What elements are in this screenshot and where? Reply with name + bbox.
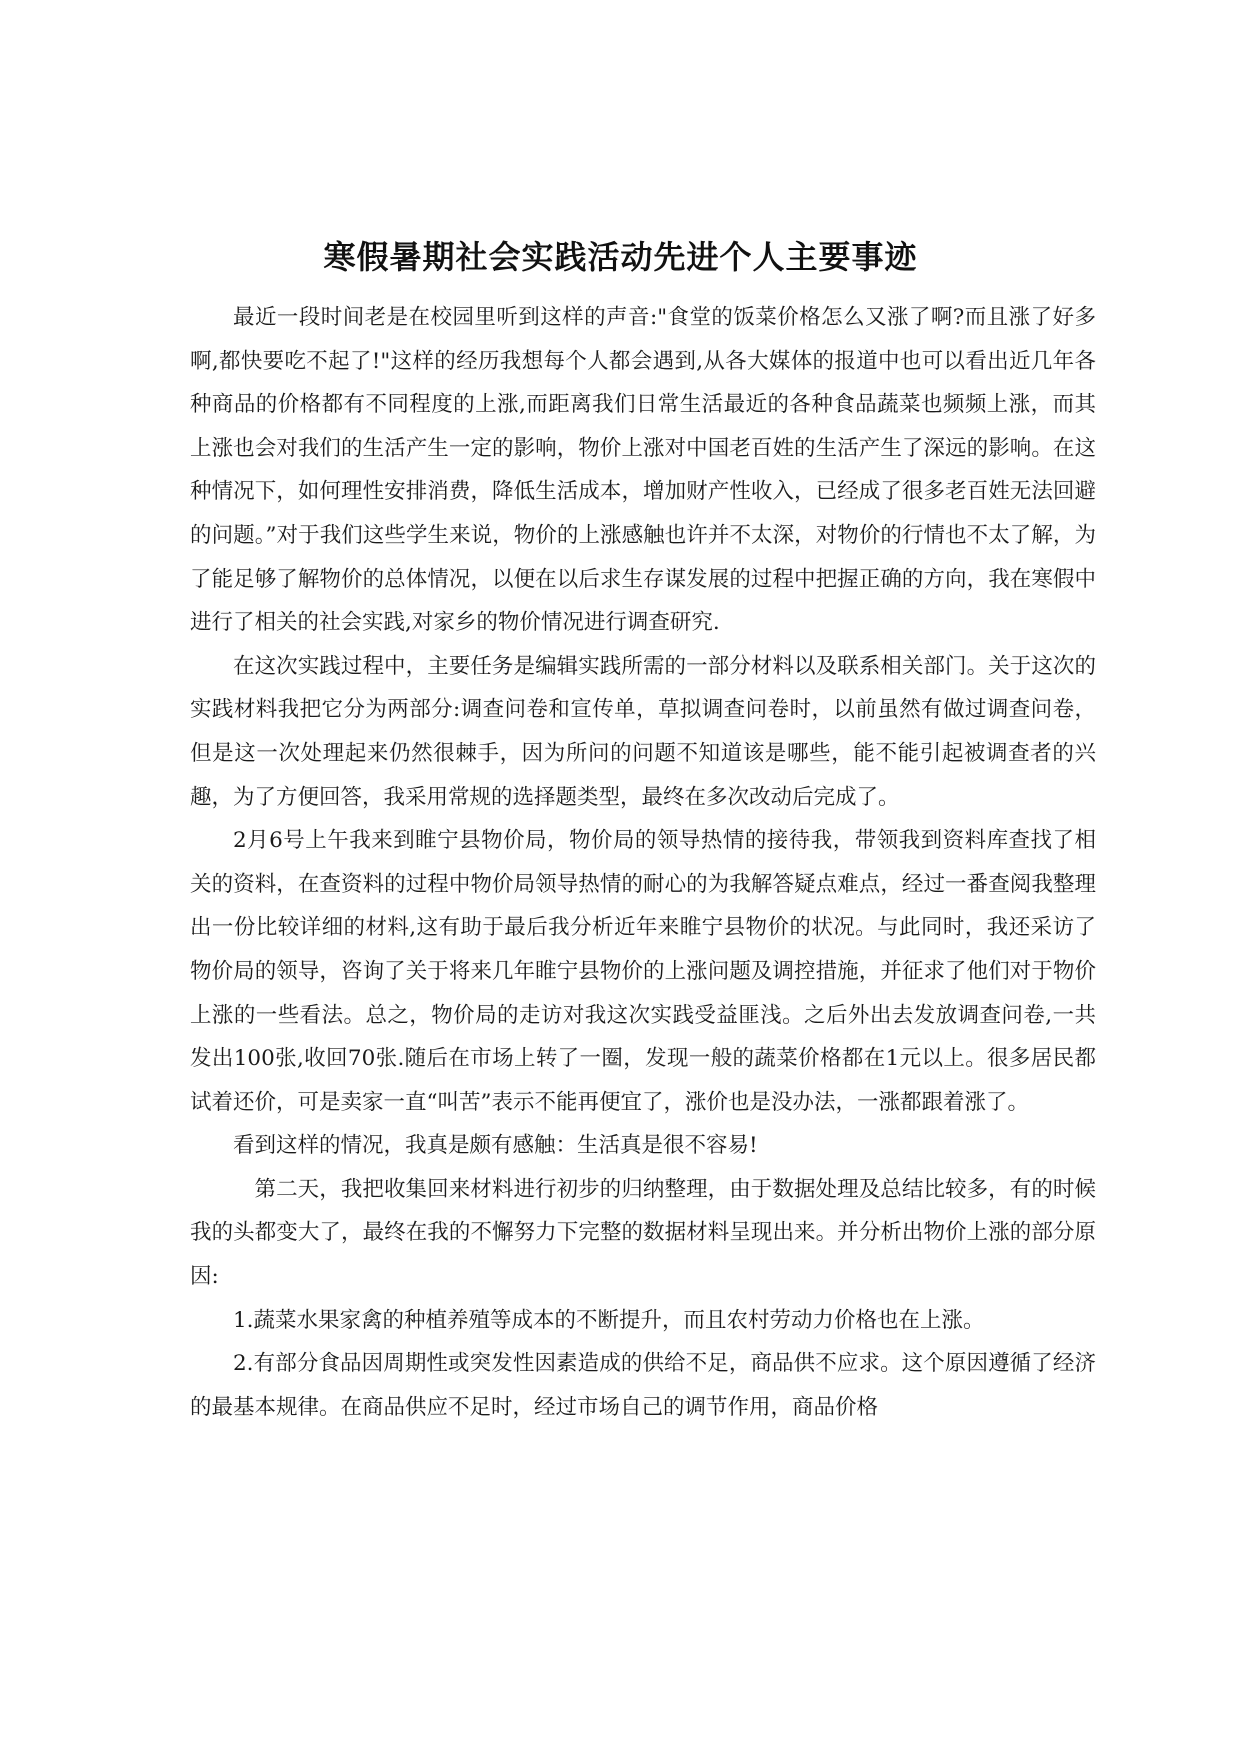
document-body <box>190 296 1096 1429</box>
paragraph-second-day: 第二天，我把收集回来材料进行初步的归纳整理，由于数据处理及总结比较多，有的时候我的头都变大了，最终在我的不懈努力下完整的数据材料呈现出来。并分析出物价上涨的部分原因: <box>190 1176 1096 1290</box>
paragraph-materials: 在这次实践过程中，主要任务是编辑实践所需的一部分材料以及联系相关部门。关于这次的实践材料我把它分为两部分:调查问卷和宣传单，草拟调查问卷时，以前虽然有做过调查问卷，但是这一次处理起来仍然很棘手，因为所问的问题不知道该是哪些，能不能引起被调查者的兴趣，为了方便回答，我采用常规的选择题类型，最终在多次改动后完成了。 <box>190 653 1096 810</box>
paragraph-price-bureau-visit: 2月6号上午我来到睢宁县物价局，物价局的领导热情的接待我，带领我到资料库查找了相关的资料，在查资料的过程中物价局领导热情的耐心的为我解答疑点难点，经过一番查阅我整理出一份比较详细的材料,这有助于最后我分析近年来睢宁县物价的状况。与此同时，我还采访了物价局的领导，咨询了关于将来几年睢宁县物价的上涨问题及调控措施，并征求了他们对于物价上涨的一些看法。总之，物价局的走访对我这次实践受益匪浅。之后外出去发放调查问卷,一共发出100张,收回70张.随后在市场上转了一圈，发现一般的蔬菜价格都在1元以上。很多居民都试着还价，可是卖家一直“叫苦”表示不能再便宜了，涨价也是没办法，一涨都跟着涨了。 <box>190 828 1096 1115</box>
paragraph-reflection: 看到这样的情况，我真是颇有感触：生活真是很不容易! <box>233 1133 758 1159</box>
document-title: 寒假暑期社会实践活动先进个人主要事迹 <box>323 238 918 276</box>
list-item-reason-1: 1.蔬菜水果家禽的种植养殖等成本的不断提升，而且农村劳动力价格也在上涨。 <box>233 1307 985 1333</box>
list-item-reason-2: 2.有部分食品因周期性或突发性因素造成的供给不足，商品供不应求。这个原因遵循了经济的最基本规律。在商品供应不足时，经过市场自己的调节作用，商品价格 <box>190 1351 1096 1420</box>
paragraph-intro: 最近一段时间老是在校园里听到这样的声音:"食堂的饭菜价格怎么又涨了啊?而且涨了好多啊,都快要吃不起了!"这样的经历我想每个人都会遇到,从各大媒体的报道中也可以看出近几年各种商品的价格都有不同程度的上涨,而距离我们日常生活最近的各种食品蔬菜也频频上涨，而其上涨也会对我们的生活产生一定的影响，物价上涨对中国老百姓的生活产生了深远的影响。在这种情况下，如何理性安排消费，降低生活成本，增加财产性收入，已经成了很多老百姓无法回避的问题。”对于我们这些学生来说，物价的上涨感触也许并不太深，对物价的行情也不太了解，为了能足够了解物价的总体情况，以便在以后求生存谋发展的过程中把握正确的方向，我在寒假中进行了相关的社会实践,对家乡的物价情况进行调查研究. <box>190 305 1096 636</box>
